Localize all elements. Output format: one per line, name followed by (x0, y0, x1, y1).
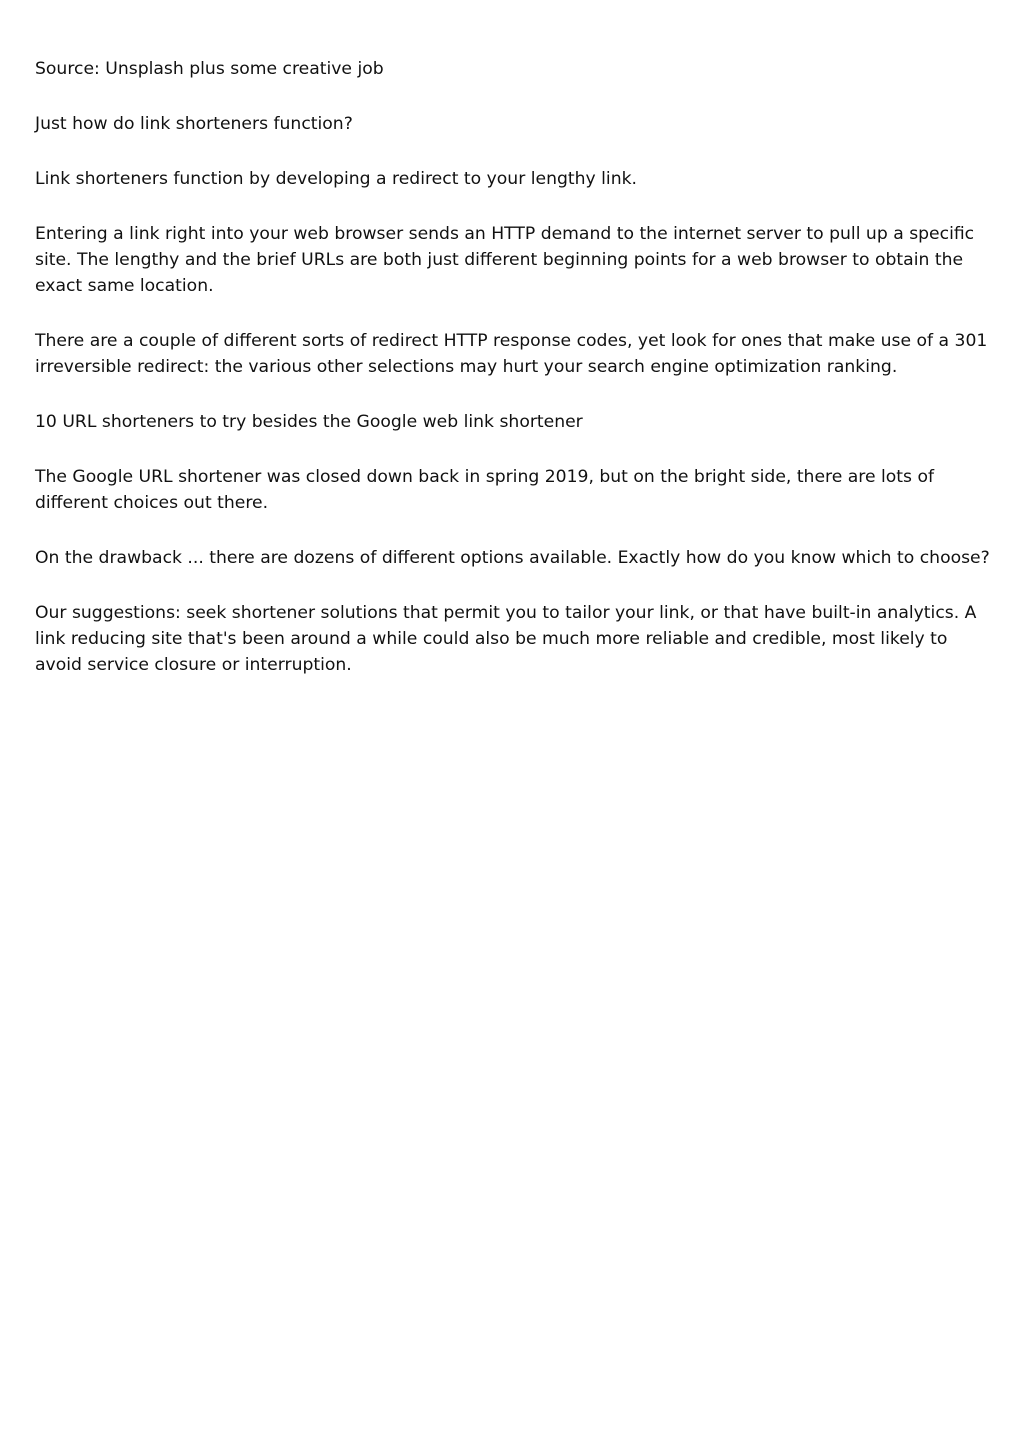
body-paragraph: On the drawback ... there are dozens of different options available. Exactly how do you know which to choose? (35, 548, 990, 568)
body-paragraph: Entering a link right into your web browser sends an HTTP demand to the internet server to pull up a specific site. The lengthy and the brief URLs are both just different beginning points for a web browser to obtain the exact same location. (35, 224, 975, 296)
body-paragraph: There are a couple of different sorts of redirect HTTP response codes, yet look for ones that make use of a 301 irreversible redirect: the various other selections may hurt your search engine optimization ranking. (35, 331, 988, 377)
body-paragraph: Link shorteners function by developing a redirect to your lengthy link. (35, 169, 638, 189)
body-paragraph: Our suggestions: seek shortener solutions that permit you to tailor your link, or that have built-in analytics. A link reducing site that's been around a while could also be much more reliable and credible, most likely to avoid service closure or interruption. (35, 603, 977, 675)
body-paragraph: The Google URL shortener was closed down back in spring 2019, but on the bright side, there are lots of different choices out there. (35, 467, 935, 513)
source-caption: Source: Unsplash plus some creative job (35, 59, 384, 79)
section-question: Just how do link shorteners function? (35, 114, 353, 134)
document-page (35, 56, 990, 707)
section-heading: 10 URL shorteners to try besides the Google web link shortener (35, 412, 583, 432)
